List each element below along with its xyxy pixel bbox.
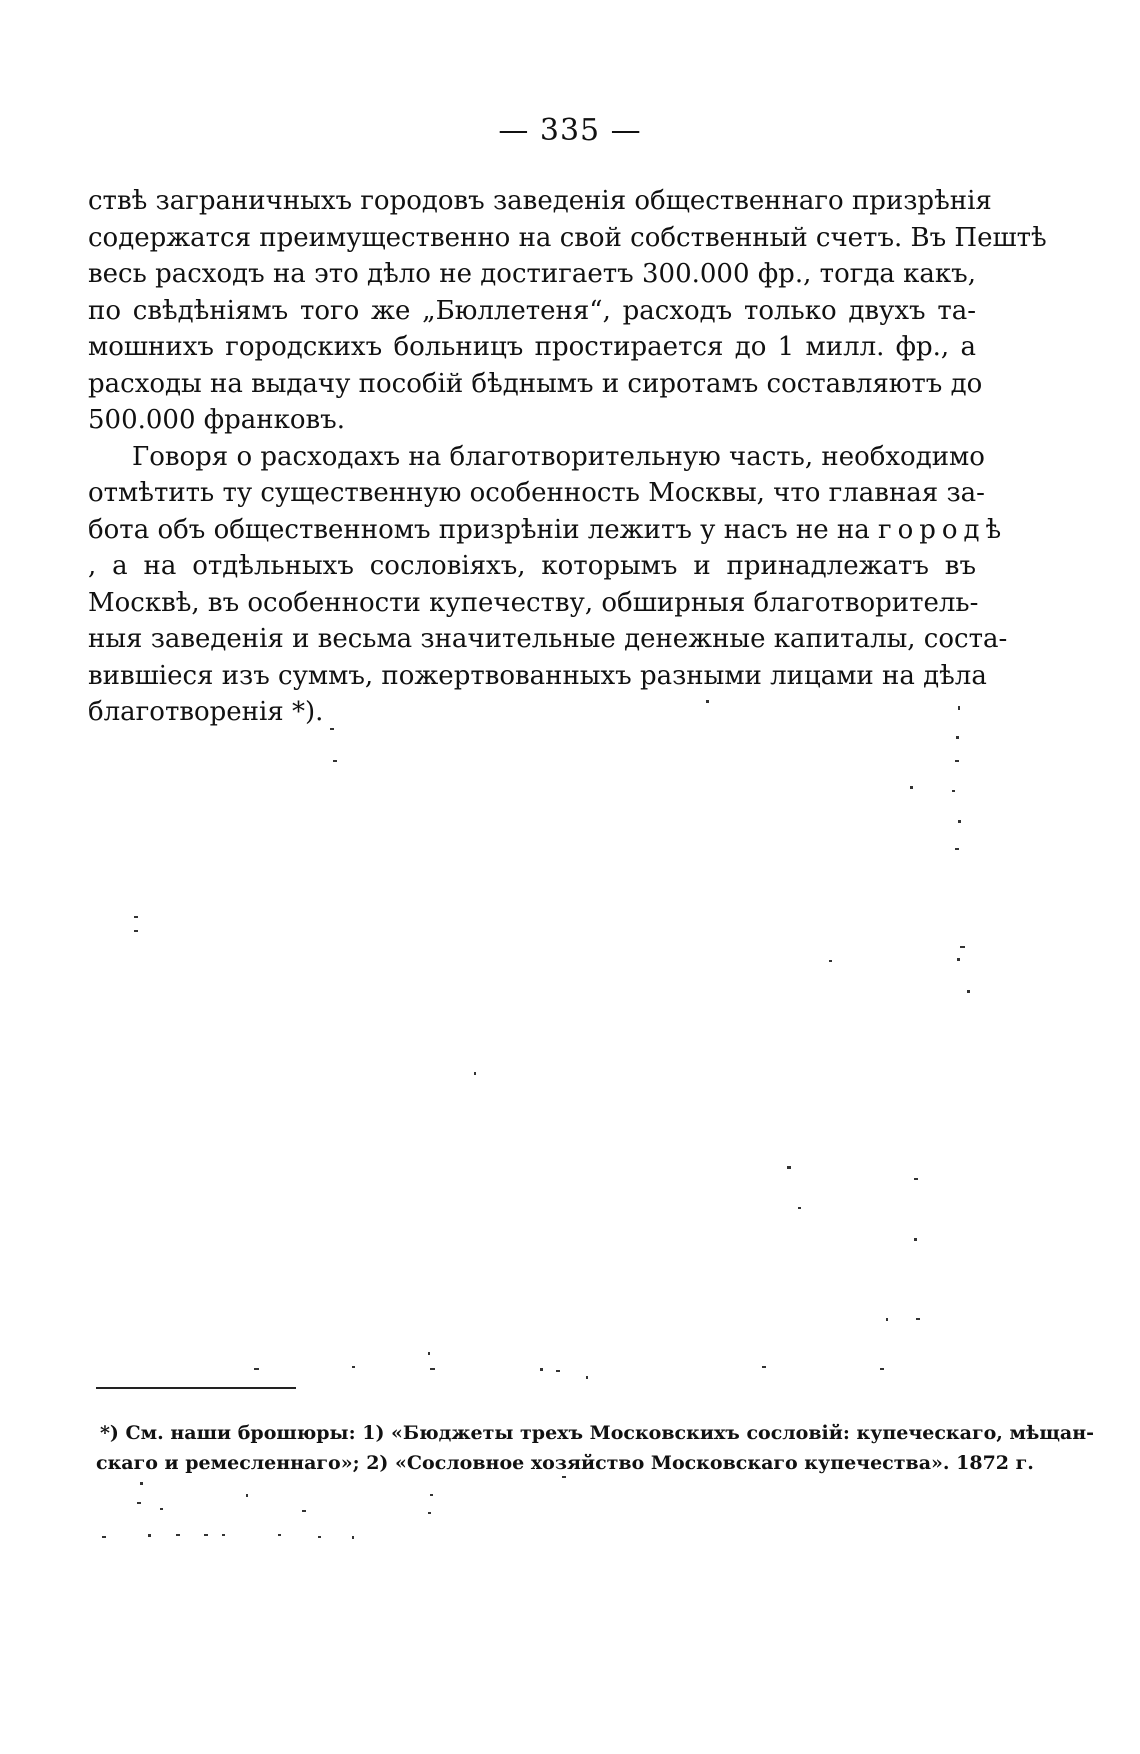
text-line: вившіеся изъ суммъ, пожертвованныхъ разными лицами на дѣла [88, 660, 987, 691]
text-line: мошнихъ городскихъ больницъ простирается до 1 милл. фр., а [88, 332, 976, 362]
text-fragment: бота объ общественномъ призрѣніи лежитъ у насъ не на [88, 514, 870, 545]
text-line: благотворенія *). [88, 697, 324, 727]
footnote-line: скаго и ремесленнаго»; 2) «Сословное хозяйство Московскаго купечества». 1872 г. [96, 1452, 1034, 1474]
text-line: ныя заведенія и весьма значительные денежные капиталы, соста- [88, 624, 1008, 654]
text-line: , а на отдѣльныхъ сословіяхъ, которымъ и принадлежатъ въ [88, 551, 976, 581]
emphasized-word: городѣ [877, 514, 1008, 545]
text-line: ствѣ заграничныхъ городовъ заведенія общественнаго призрѣнія [88, 186, 992, 216]
text-line: по свѣдѣніямъ того же „Бюллетеня“, расходъ только двухъ та- [88, 295, 976, 326]
text-line: 500.000 франковъ. [88, 405, 345, 435]
text-line: отмѣтить ту существенную особенность Москвы, что главная за- [88, 478, 985, 508]
page-number: — 335 — [498, 113, 642, 148]
footnote-line: *) См. наши брошюры: 1) «Бюджеты трехъ Московскихъ сословій: купеческаго, мѣщан- [100, 1422, 1095, 1444]
text-line: Москвѣ, въ особенности купечеству, обширныя благотворитель- [88, 587, 979, 618]
text-line: Говоря о расходахъ на благотворительную часть, необходимо [132, 441, 985, 472]
text-line: весь расходъ на это дѣло не достигаетъ 300.000 фр., тогда какъ, [88, 259, 976, 289]
text-line: содержатся преимущественно на свой собственный счетъ. Въ Пештѣ [88, 222, 1047, 253]
text-line: расходы на выдачу пособій бѣднымъ и сиротамъ составляютъ до [88, 368, 983, 399]
